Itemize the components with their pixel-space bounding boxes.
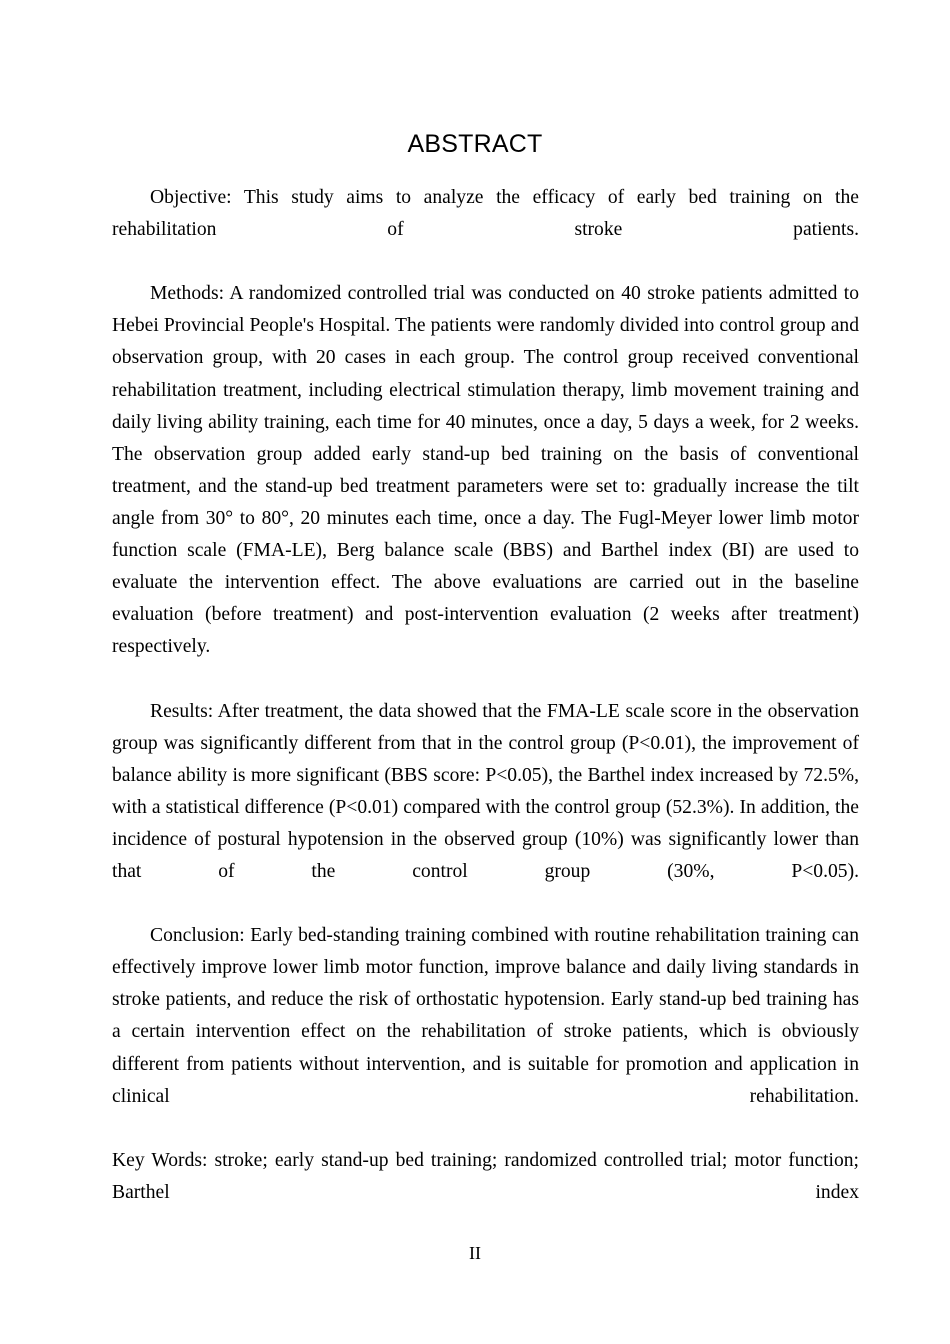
paragraph-keywords: Key Words: stroke; early stand-up bed training; randomized controlled trial; motor function; Barthel index bbox=[112, 1149, 859, 1203]
paragraph-results: Results: After treatment, the data showed that the FMA-LE scale score in the observation group was significantly different from that in the control group (P<0.01), the improvement of balance ability is more significant (BBS score: P<0.05), the Barthel index increased by 72.5%, with a statistical difference (P<0.01) compared with the control group (52.3%). In addition, the incidence of postural hypotension in the observed group (10%) was significantly lower than that of the control group (30%, P<0.05). bbox=[112, 700, 859, 882]
paragraph-methods: Methods: A randomized controlled trial was conducted on 40 stroke patients admitted to Hebei Provincial People's Hospital. The patients were randomly divided into control group and observation group, with 20 cases in each group. The control group received conventional rehabilitation treatment, including electrical stimulation therapy, limb movement training and daily living ability training, each time for 40 minutes, once a day, 5 days a week, for 2 weeks. The observation group added early stand-up bed training on the basis of conventional treatment, and the stand-up bed treatment parameters were set to: gradually increase the tilt angle from 30° to 80°, 20 minutes each time, once a day. The Fugl-Meyer lower limb motor function scale (FMA-LE), Berg balance scale (BBS) and Barthel index (BI) are used to evaluate the intervention effect. The above evaluations are carried out in the baseline evaluation (before treatment) and post-intervention evaluation (2 weeks after treatment) respectively. bbox=[112, 283, 859, 658]
paragraph-conclusion: Conclusion: Early bed-standing training combined with routine rehabilitation training can effectively improve lower limb motor function, improve balance and daily living standards in stroke patients, and reduce the risk of orthostatic hypotension. Early stand-up bed training has a certain intervention effect on the rehabilitation of stroke patients, which is obviously different from patients without intervention, and is suitable for promotion and application in clinical rehabilitation. bbox=[112, 925, 859, 1107]
paragraph-objective: Objective: This study aims to analyze the efficacy of early bed training on the rehabilitation of stroke patients. bbox=[112, 187, 859, 241]
abstract-body bbox=[112, 182, 859, 1241]
page-number: II bbox=[469, 1243, 481, 1263]
page-title: ABSTRACT bbox=[407, 129, 543, 158]
